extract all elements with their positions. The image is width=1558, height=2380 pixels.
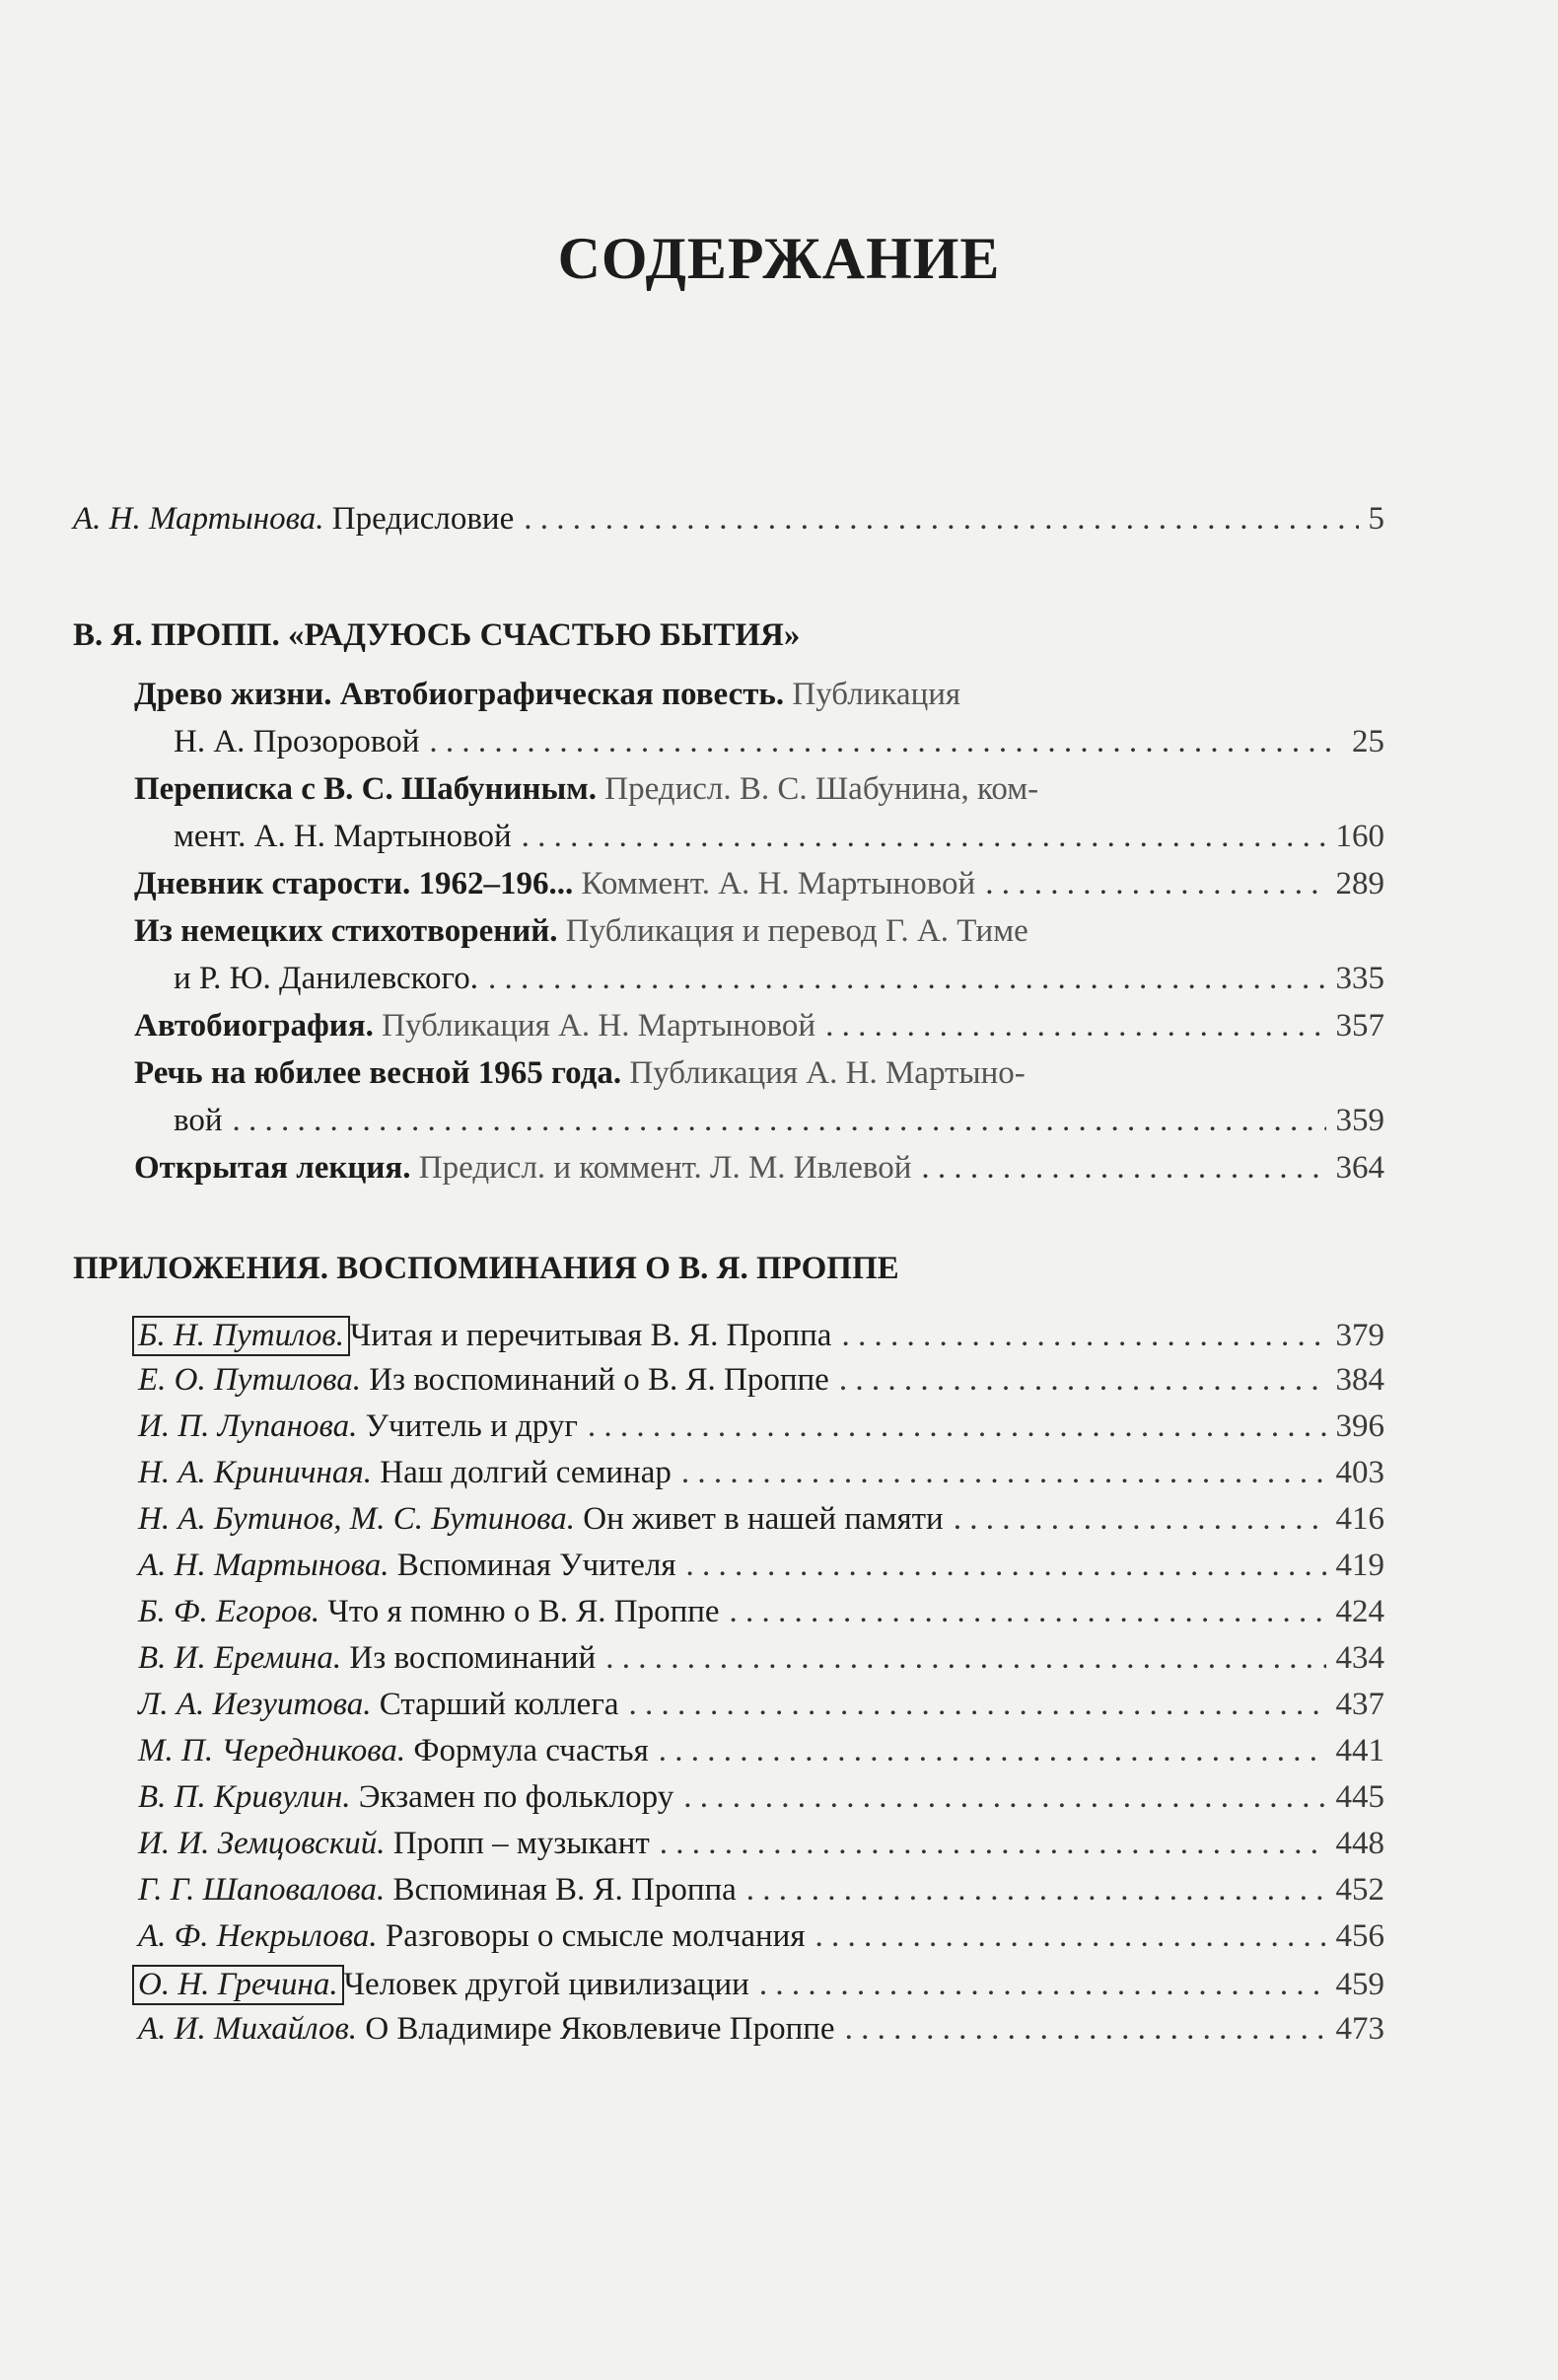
toc-page-number: 424 <box>1335 1594 1384 1629</box>
toc-title: Автобиография. <box>134 1008 374 1044</box>
toc-note-continued: и Р. Ю. Данилевского. <box>174 961 479 996</box>
toc-author: Б. Ф. Егоров. <box>138 1594 320 1629</box>
toc-note: Публикация <box>792 677 961 712</box>
toc-title: Формула счастья <box>413 1733 649 1768</box>
toc-title: Из воспоминаний <box>349 1640 597 1676</box>
dot-leader <box>746 1872 1326 1909</box>
toc-page-number: 434 <box>1335 1640 1384 1676</box>
dot-leader <box>429 724 1342 760</box>
toc-entry <box>138 1408 1384 1445</box>
dot-leader <box>839 1362 1326 1399</box>
toc-page-number: 160 <box>1335 819 1384 854</box>
toc-note: Предисл. и коммент. Л. М. Ивлевой <box>418 1150 912 1186</box>
toc-entry <box>138 1501 1384 1538</box>
toc-note-continued: вой <box>174 1103 223 1138</box>
toc-entry <box>138 1918 1384 1955</box>
toc-entry <box>138 1779 1384 1816</box>
toc-entry-line <box>174 819 1384 855</box>
toc-title: Вспоминая Учителя <box>396 1548 676 1583</box>
toc-page-number: 437 <box>1335 1687 1384 1722</box>
toc-note: Публикация и перевод Г. А. Тиме <box>565 913 1028 949</box>
dot-leader <box>815 1918 1326 1955</box>
dot-leader <box>588 1408 1326 1445</box>
toc-author: И. И. Земцовский. <box>138 1826 386 1861</box>
toc-entry <box>138 1362 1384 1399</box>
toc-entry <box>138 1826 1384 1862</box>
toc-page-number: 452 <box>1335 1872 1384 1908</box>
dot-leader <box>759 1967 1326 2003</box>
toc-page-number: 459 <box>1335 1967 1384 2002</box>
toc-title: Речь на юбилее весной 1965 года. <box>134 1055 622 1091</box>
dot-leader <box>954 1501 1326 1538</box>
toc-entry-line <box>134 1150 1384 1187</box>
dot-leader <box>730 1594 1326 1630</box>
toc-page-number: 5 <box>1368 501 1384 537</box>
toc-page-number: 419 <box>1335 1548 1384 1583</box>
toc-title: Разговоры о смысле молчания <box>385 1918 806 1954</box>
toc-page-number: 416 <box>1335 1501 1384 1537</box>
toc-page-number: 396 <box>1335 1408 1384 1444</box>
toc-page-number: 448 <box>1335 1826 1384 1861</box>
dot-leader <box>683 1779 1325 1816</box>
toc-entry <box>138 1965 1384 2005</box>
toc-entry <box>138 1548 1384 1584</box>
toc-title: Читая и перечитывая В. Я. Проппа <box>349 1318 832 1353</box>
toc-entry-line <box>134 1055 1026 1092</box>
toc-author: Г. Г. Шаповалова. <box>138 1872 386 1908</box>
toc-entry <box>138 1455 1384 1491</box>
toc-entry <box>138 2011 1384 2048</box>
toc-author: Н. А. Криничная. <box>138 1455 372 1490</box>
dot-leader <box>629 1687 1326 1723</box>
toc-author: А. Ф. Некрылова. <box>138 1918 378 1954</box>
toc-page-number: 25 <box>1352 724 1384 759</box>
toc-entry <box>138 1316 1384 1356</box>
toc-title: Дневник старости. 1962–196... <box>134 866 574 902</box>
toc-page-number: 384 <box>1335 1362 1384 1398</box>
toc-entry <box>138 1687 1384 1723</box>
toc-page-number: 456 <box>1335 1918 1384 1954</box>
toc-page-number: 445 <box>1335 1779 1384 1815</box>
toc-author: А. Н. Мартынова. <box>73 501 324 537</box>
toc-author: В. И. Еремина. <box>138 1640 342 1676</box>
toc-author: О. Н. Гречина. <box>132 1965 344 2005</box>
toc-page-number: 289 <box>1335 866 1384 902</box>
toc-entry-line <box>134 1008 1384 1045</box>
toc-entry-line <box>174 961 1384 997</box>
dot-leader <box>524 501 1358 538</box>
toc-author: А. Н. Мартынова. <box>138 1548 390 1583</box>
toc-title: Экзамен по фольклору <box>358 1779 674 1815</box>
dot-leader <box>985 866 1325 902</box>
toc-title: О Владимире Яковлевиче Проппе <box>365 2011 835 2047</box>
toc-page-number: 357 <box>1335 1008 1384 1044</box>
toc-author: М. П. Чередникова. <box>138 1733 406 1768</box>
dot-leader <box>681 1455 1326 1491</box>
dot-leader <box>921 1150 1325 1187</box>
dot-leader <box>233 1103 1326 1139</box>
toc-author: Н. А. Бутинов, М. С. Бутинова. <box>138 1501 575 1537</box>
toc-note: Предисл. В. С. Шабунина, ком- <box>604 771 1039 807</box>
toc-entry <box>138 1733 1384 1769</box>
toc-title: Старший коллега <box>379 1687 619 1722</box>
toc-title: Предисловие <box>331 501 515 537</box>
toc-note-continued: мент. А. Н. Мартыновой <box>174 819 512 854</box>
toc-entry-line <box>134 913 1028 950</box>
toc-page-number: 335 <box>1335 961 1384 996</box>
toc-page-number: 403 <box>1335 1455 1384 1490</box>
toc-entry-line <box>174 724 1384 760</box>
section-heading-appendices: ПРИЛОЖЕНИЯ. ВОСПОМИНАНИЯ О В. Я. ПРОППЕ <box>73 1251 899 1286</box>
dot-leader <box>488 961 1325 997</box>
toc-note: Публикация А. Н. Мартыно- <box>629 1055 1026 1091</box>
toc-author: А. И. Михайлов. <box>138 2011 358 2047</box>
toc-entry <box>138 1640 1384 1677</box>
toc-entry <box>138 1594 1384 1630</box>
toc-entry-line <box>134 771 1038 808</box>
toc-title: Пропп – музыкант <box>392 1826 650 1861</box>
toc-title: Человек другой цивилизации <box>343 1967 749 2002</box>
toc-author: Л. А. Иезуитова. <box>138 1687 372 1722</box>
toc-page-number: 379 <box>1335 1318 1384 1353</box>
toc-title: Наш долгий семинар <box>380 1455 672 1490</box>
toc-title: Вспоминая В. Я. Проппа <box>392 1872 737 1908</box>
dot-leader <box>686 1548 1326 1584</box>
toc-entry-line <box>134 866 1384 902</box>
toc-title: Он живет в нашей памяти <box>583 1501 944 1537</box>
toc-entry-line <box>134 677 960 713</box>
toc-title: Открытая лекция. <box>134 1150 411 1186</box>
toc-author: Е. О. Путилова. <box>138 1362 361 1398</box>
toc-entry-preface <box>73 501 1384 538</box>
toc-entry-line <box>174 1103 1384 1139</box>
page-title: СОДЕРЖАНИЕ <box>557 226 1001 291</box>
dot-leader <box>522 819 1326 855</box>
toc-page-number: 473 <box>1335 2011 1384 2047</box>
dot-leader <box>659 1733 1326 1769</box>
toc-page-number: 359 <box>1335 1103 1384 1138</box>
dot-leader <box>825 1008 1325 1045</box>
toc-author: И. П. Лупанова. <box>138 1408 358 1444</box>
toc-note: Публикация А. Н. Мартыновой <box>382 1008 816 1044</box>
section-heading-propp: В. Я. ПРОПП. «РАДУЮСЬ СЧАСТЬЮ БЫТИЯ» <box>73 617 801 653</box>
toc-note-continued: Н. А. Прозоровой <box>174 724 420 759</box>
toc-author: В. П. Кривулин. <box>138 1779 351 1815</box>
dot-leader <box>660 1826 1326 1862</box>
dot-leader <box>605 1640 1325 1677</box>
toc-page-number: 364 <box>1335 1150 1384 1186</box>
toc-title: Переписка с В. С. Шабуниным. <box>134 771 598 807</box>
toc-page-number: 441 <box>1335 1733 1384 1768</box>
toc-title: Что я помню о В. Я. Проппе <box>327 1594 720 1629</box>
toc-title: Из немецких стихотворений. <box>134 913 558 949</box>
toc-title: Из воспоминаний о В. Я. Проппе <box>369 1362 829 1398</box>
toc-title: Учитель и друг <box>365 1408 578 1444</box>
dot-leader <box>841 1318 1325 1354</box>
toc-entry <box>138 1872 1384 1909</box>
toc-author: Б. Н. Путилов. <box>132 1316 350 1356</box>
dot-leader <box>845 2011 1326 2048</box>
toc-title: Древо жизни. Автобиографическая повесть. <box>134 677 785 712</box>
toc-note: Коммент. А. Н. Мартыновой <box>581 866 976 902</box>
